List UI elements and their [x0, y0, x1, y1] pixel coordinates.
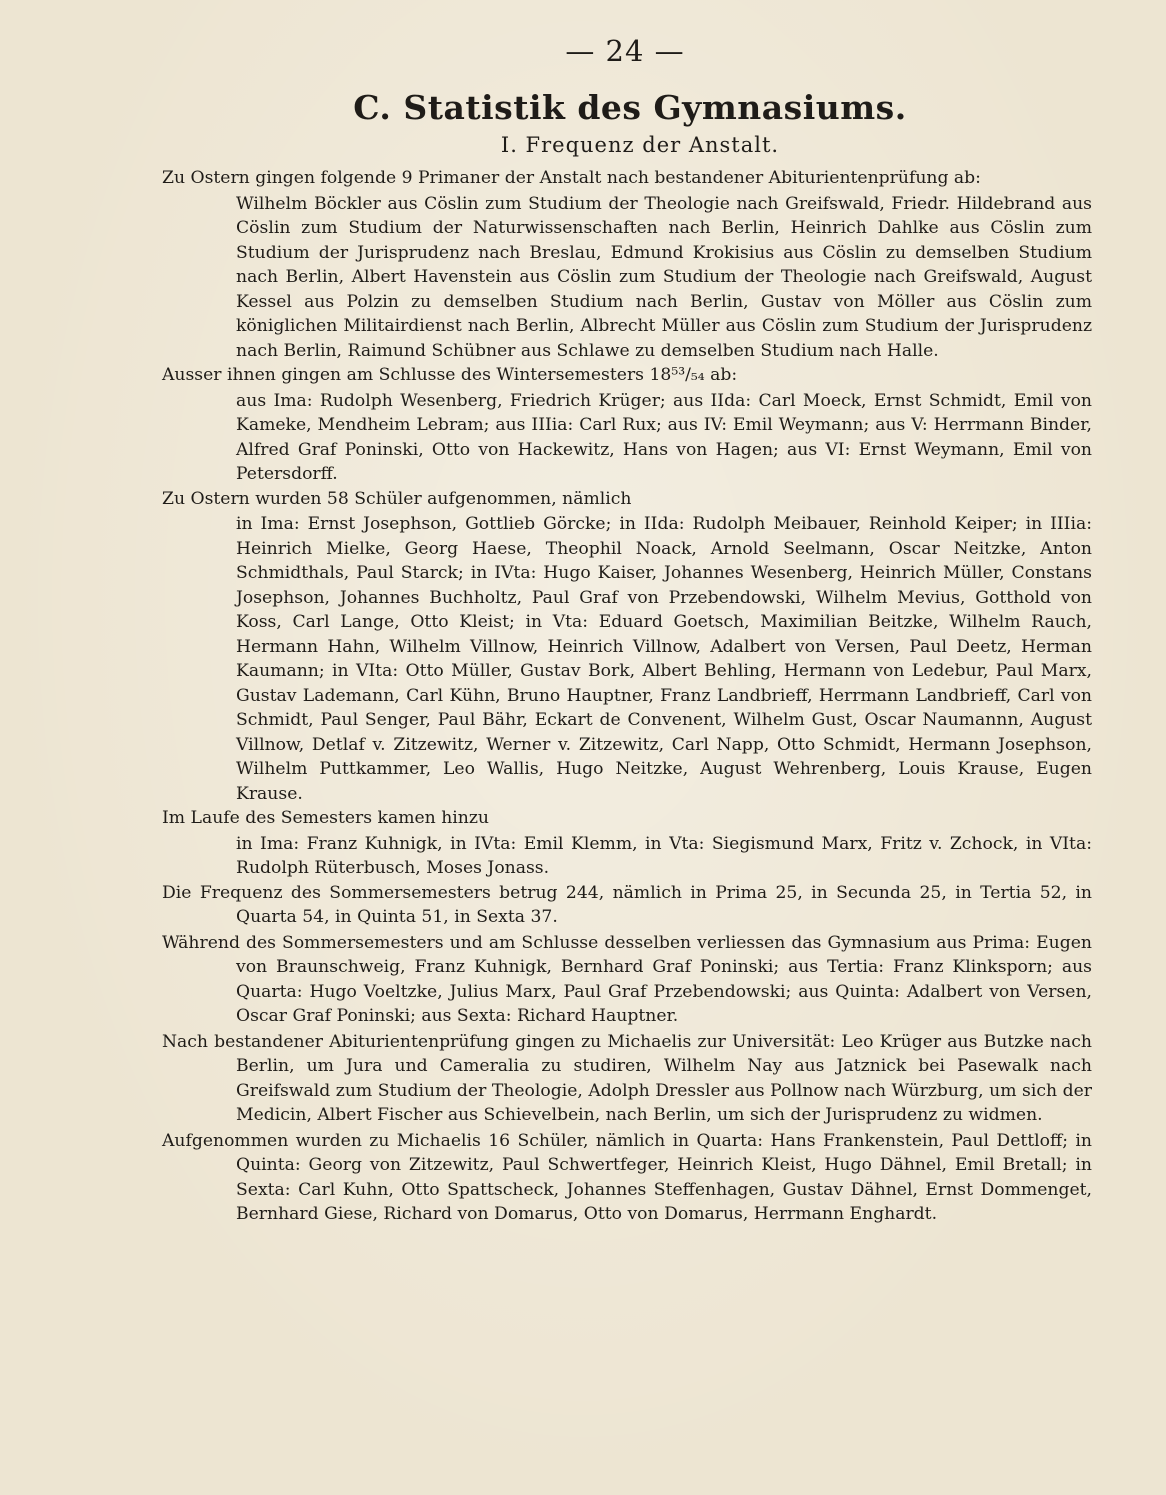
- paragraph-michaelis-aufnahme: Aufgenommen wurden zu Michaelis 16 Schüler, nämlich in Quarta: Hans Frankenstein, Paul Dettloff; in Quinta: Georg von Zitzewitz, Paul Schwertfeger, Heinrich Kleist, Hugo Dähnel, Emil Bretall; in Sexta: Carl Kuhn, Otto Spattscheck, Johannes Steffenhagen, Gustav Dähnel, Ernst Dommenget, Bernhard Giese, Richard von Domarus, Otto von Domarus, Herrmann Enghardt.: [162, 1130, 1092, 1224]
- subsection-title: I. Frequenz der Anstalt.: [500, 133, 780, 157]
- paragraph-sommer-abgang: Während des Sommersemesters und am Schlusse desselben verliessen das Gymnasium aus Prima: Eugen von Braunschweig, Franz Kuhnigk, Bernhard Graf Poninski; aus Tertia: Franz Klinksporn; aus Quarta: Hugo Voeltzke, Julius Marx, Paul Graf Przebendowski; aus Quinta: Adalbert von Versen, Oscar Graf Poninski; aus Sexta: Richard Hauptner.: [162, 932, 1092, 1026]
- paragraph-semester-hinzu-list: in Ima: Franz Kuhnigk, in IVta: Emil Klemm, in Vta: Siegismund Marx, Fritz v. Zchock, in VIta: Rudolph Rüterbusch, Moses Jonass.: [236, 833, 1092, 878]
- section-title: C. Statistik des Gymnasiums.: [353, 88, 907, 127]
- paragraph-winter-abgang-intro: Ausser ihnen gingen am Schlusse des Wintersemesters 18⁵³/₅₄ ab:: [162, 365, 738, 385]
- paragraph-ostern-aufnahme-intro: Zu Ostern wurden 58 Schüler aufgenommen, nämlich: [162, 488, 632, 509]
- paragraph-ostern-aufnahme-list: in Ima: Ernst Josephson, Gottlieb Görcke; in IIda: Rudolph Meibauer, Reinhold Keiper; in IIIia: Heinrich Mielke, Georg Haese, Theophil Noack, Arnold Seelmann, Oscar Neitzke, Anton Schmidthals, Paul Starck; in IVta: Hugo Kaiser, Johannes Wesenberg, Heinrich Müller, Constans Josephson, Johannes Buchholtz, Paul Graf von Przebendowski, Wilhelm Mevius, Gotthold von Koss, Carl Lange, Otto Kleist; in Vta: Eduard Goetsch, Maximilian Beitzke, Wilhelm Rauch, Hermann Hahn, Wilhelm Villnow, Heinrich Villnow, Adalbert von Versen, Paul Deetz, Herman Kaumann; in VIta: Otto Müller, Gustav Bork, Albert Behling, Hermann von Ledebur, Paul Marx, Gustav Lademann, Carl Kühn, Bruno Hauptner, Franz Landbrieff, Herrmann Landbrieff, Carl von Schmidt, Paul Senger, Paul Bähr, Eckart de Convenent, Wilhelm Gust, Oscar Naumannn, August Villnow, Detlaf v. Zitzewitz, Werner v. Zitzewitz, Carl Napp, Otto Schmidt, Hermann Josephson, Wilhelm Puttkammer, Leo Wallis, Hugo Neitzke, August Wehrenberg, Louis Krause, Eugen Krause.: [236, 514, 1092, 804]
- document-body: [162, 166, 1092, 1228]
- paragraph-winter-abgang-list: aus Ima: Rudolph Wesenberg, Friedrich Krüger; aus IIda: Carl Moeck, Ernst Schmidt, Emil von Kameke, Mendheim Lebram; aus IIIia: Carl Rux; aus IV: Emil Weymann; aus V: Herrmann Binder, Alfred Graf Poninski, Otto von Hackewitz, Hans von Hagen; aus VI: Ernst Weymann, Emil von Petersdorff.: [236, 390, 1092, 484]
- paragraph-frequenz-sommer: Die Frequenz des Sommersemesters betrug 244, nämlich in Prima 25, in Secunda 25, in Tertia 52, in Quarta 54, in Quinta 51, in Sexta 37.: [162, 882, 1092, 927]
- page-number: — 24 —: [565, 34, 685, 68]
- paragraph-michaelis-abiturienten: Nach bestandener Abiturientenprüfung gingen zu Michaelis zur Universität: Leo Krüger aus Butzke nach Berlin, um Jura und Cameralia zu studiren, Wilhelm Nay aus Jatznick bei Pasewalk nach Greifswald zum Studium der Theologie, Adolph Dressler aus Pollnow nach Würzburg, um sich der Medicin, Albert Fischer aus Schievelbein, nach Berlin, um sich der Jurisprudenz zu widmen.: [162, 1031, 1092, 1125]
- paragraph-semester-hinzu-intro: Im Laufe des Semesters kamen hinzu: [162, 808, 489, 828]
- paragraph-abiturienten-ostern-list: Wilhelm Böckler aus Cöslin zum Studium der Theologie nach Greifswald, Friedr. Hildebrand aus Cöslin zum Studium der Naturwissenschaften nach Berlin, Heinrich Dahlke aus Cöslin zum Studium der Jurisprudenz nach Breslau, Edmund Krokisius aus Cöslin zu demselben Studium nach Berlin, Albert Havenstein aus Cöslin zum Studium der Theologie nach Greifswald, August Kessel aus Polzin zu demselben Studium nach Berlin, Gustav von Möller aus Cöslin zum königlichen Militairdienst nach Berlin, Albrecht Müller aus Cöslin zum Studium der Jurisprudenz nach Berlin, Raimund Schübner aus Schlawe zu demselben Studium nach Halle.: [236, 193, 1092, 361]
- paragraph-abiturienten-ostern-intro: Zu Ostern gingen folgende 9 Primaner der Anstalt nach bestandener Abiturientenprüfung ab:: [162, 168, 981, 188]
